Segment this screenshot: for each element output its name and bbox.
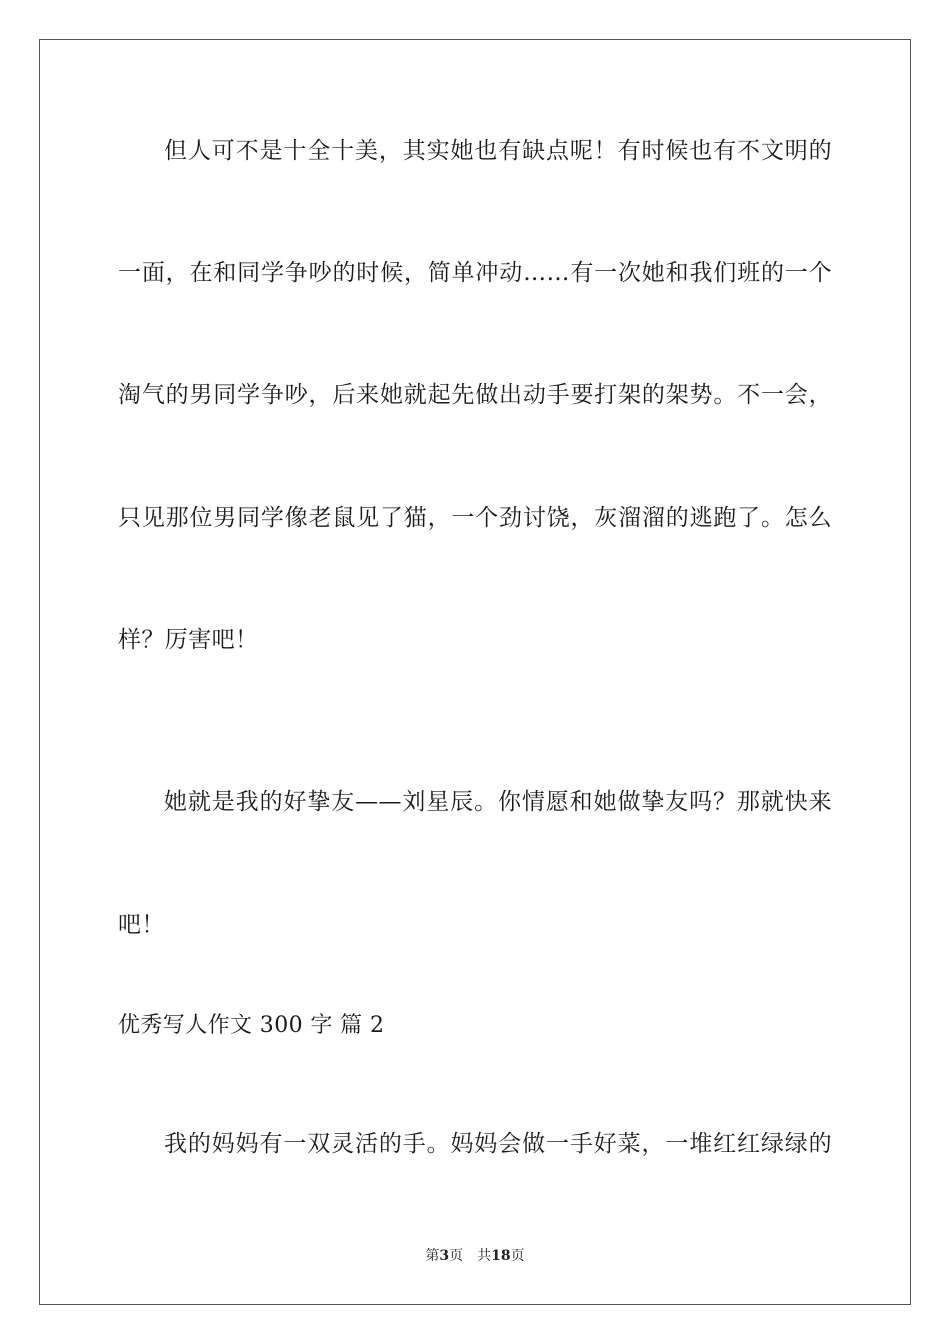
footer-total-pages: 18 — [491, 1248, 511, 1264]
paragraph-2-line-2: 吧！ — [118, 912, 165, 938]
footer-page-number: 3 — [439, 1248, 450, 1264]
page-footer — [0, 1246, 950, 1266]
footer-page-suffix: 页 — [449, 1248, 464, 1264]
footer-total-prefix: 共 — [477, 1248, 492, 1264]
section-heading: 优秀写人作文 300 字 篇 2 — [118, 1013, 385, 1038]
paragraph-1-line-2: 一面，在和同学争吵的时候，简单冲动……有一次她和我们班的一个 — [118, 260, 832, 286]
paragraph-1-line-1: 但人可不是十全十美，其实她也有缺点呢！有时候也有不文明的 — [164, 138, 832, 164]
paragraph-2-line-1: 她就是我的好挚友——刘星辰。你情愿和她做挚友吗？那就快来 — [164, 789, 832, 815]
page-border — [39, 39, 911, 1305]
paragraph-1-line-5: 样？厉害吧！ — [118, 627, 259, 653]
paragraph-1-line-3: 淘气的男同学争吵，后来她就起先做出动手要打架的架势。不一会， — [118, 382, 832, 408]
paragraph-3-line-1: 我的妈妈有一双灵活的手。妈妈会做一手好菜，一堆红红绿绿的 — [164, 1131, 832, 1157]
footer-total-suffix: 页 — [510, 1248, 525, 1264]
footer-page-prefix: 第 — [425, 1248, 440, 1264]
paragraph-1-line-4: 只见那位男同学像老鼠见了猫，一个劲讨饶，灰溜溜的逃跑了。怎么 — [118, 505, 832, 531]
